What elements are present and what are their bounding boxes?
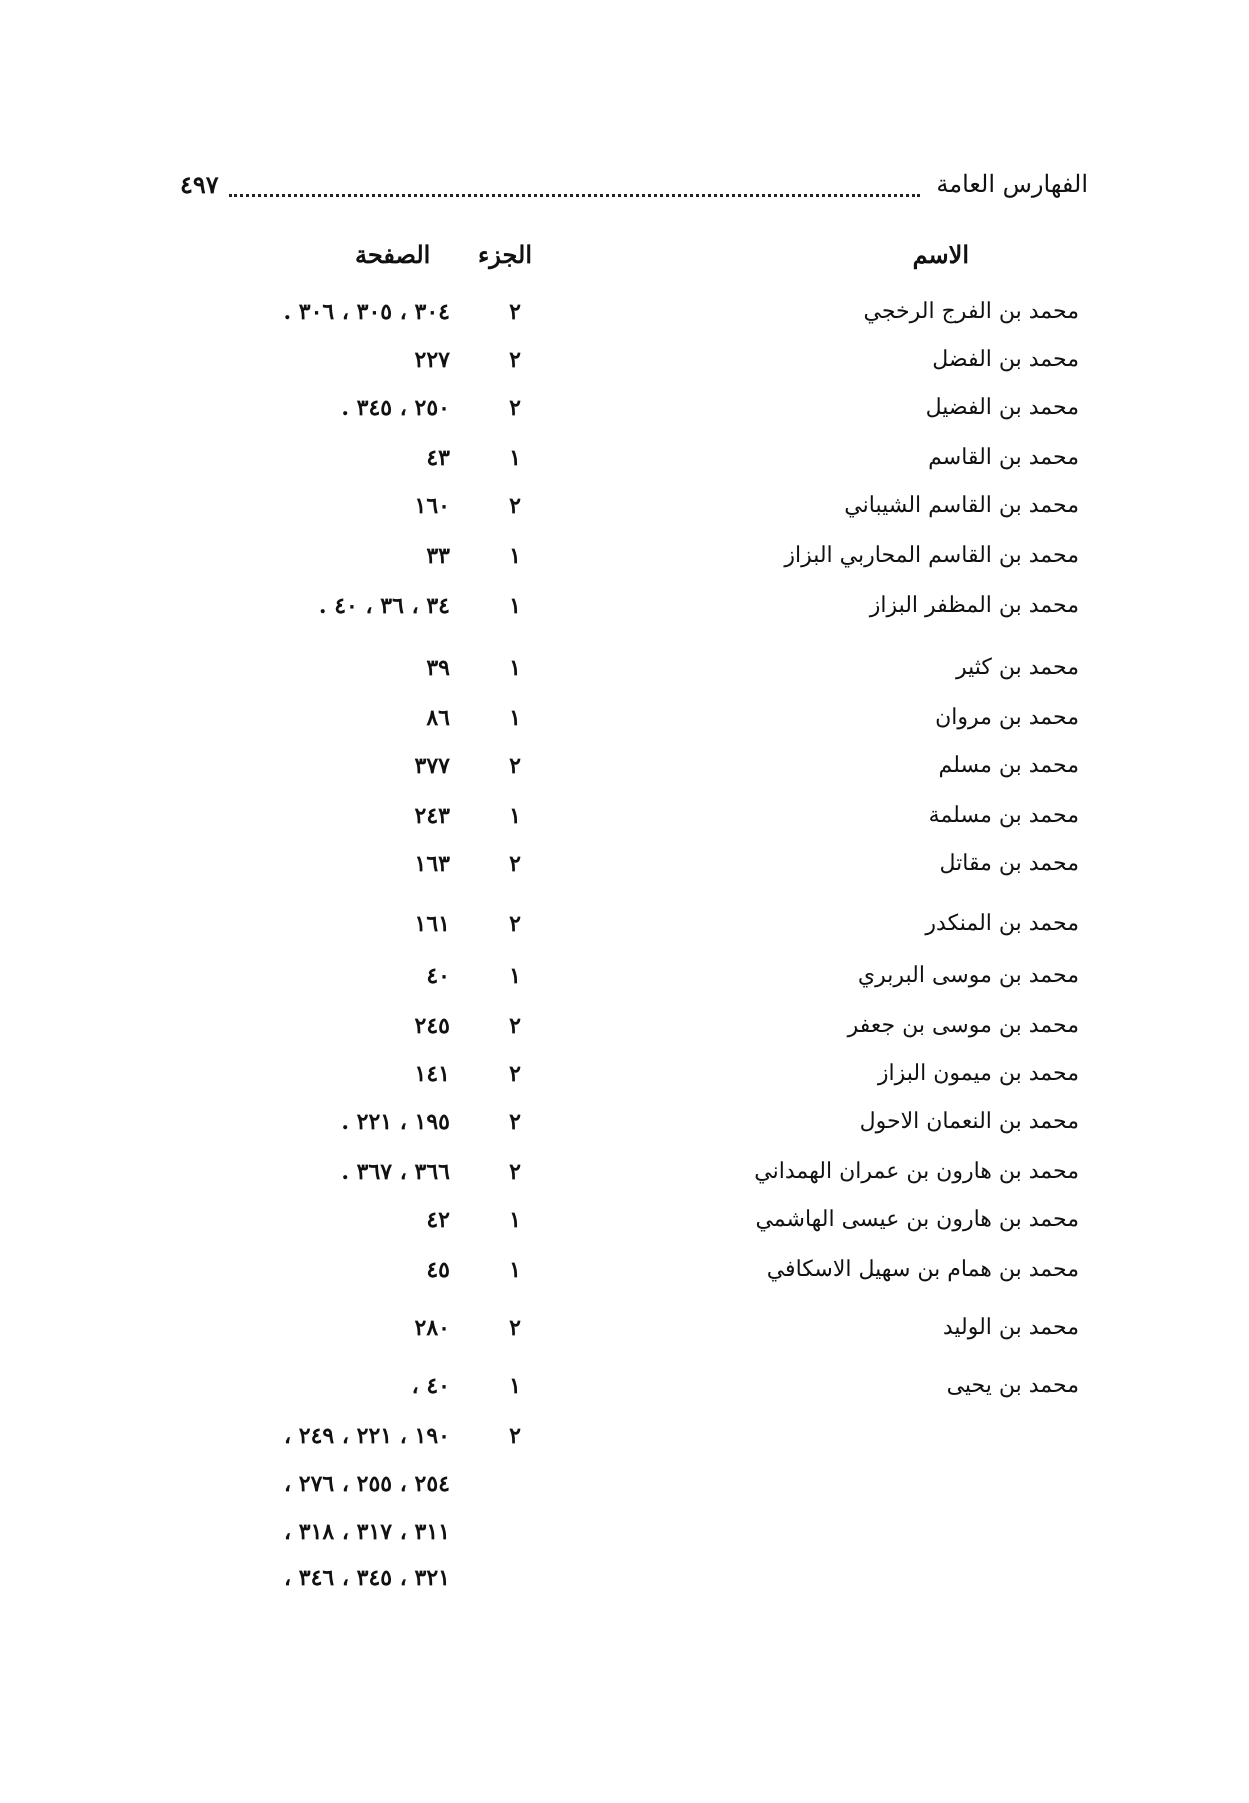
entry-pages: ٢٤٥ — [414, 1013, 450, 1039]
index-row — [0, 436, 1249, 480]
entry-pages: ٤٢ — [426, 1207, 450, 1233]
index-row — [0, 1248, 1249, 1292]
entry-part: ٢ — [509, 299, 521, 325]
entry-pages: ٤٠ ، — [411, 1373, 450, 1399]
entry-name: محمد بن مسلم — [938, 753, 1079, 778]
index-row — [0, 794, 1249, 838]
entry-pages: ٣٩ — [426, 655, 450, 681]
entry-part: ٢ — [509, 1159, 521, 1185]
entry-part: ١ — [509, 445, 521, 471]
entry-part: ١ — [509, 655, 521, 681]
entry-pages: ٤٠ — [426, 963, 450, 989]
entry-name: محمد بن القاسم المحاربي البزاز — [784, 543, 1079, 568]
entry-part: ١ — [509, 803, 521, 829]
entry-name: محمد بن الفضل — [932, 347, 1079, 372]
entry-name: محمد بن الفرج الرخجي — [863, 299, 1079, 324]
index-row — [0, 386, 1249, 430]
entry-pages: ٢٢٧ — [414, 347, 450, 373]
entry-part: ٢ — [509, 395, 521, 421]
entry-pages: ٣١١ ، ٣١٧ ، ٣١٨ ، — [284, 1519, 450, 1545]
column-header-name: الاسم — [912, 240, 969, 269]
entry-part: ١ — [509, 963, 521, 989]
entry-pages: ١٦٠ — [414, 493, 450, 519]
entry-pages: ٢٨٠ — [414, 1315, 450, 1341]
index-row — [0, 534, 1249, 578]
entry-pages: ٢٥٠ ، ٣٤٥ . — [341, 395, 450, 421]
index-row — [0, 696, 1249, 740]
entry-part: ١ — [509, 543, 521, 569]
entry-pages: ٤٥ — [426, 1257, 450, 1283]
entry-name: محمد بن مقاتل — [939, 851, 1079, 876]
entry-name: محمد بن ميمون البزاز — [877, 1061, 1079, 1086]
entry-name: محمد بن هارون بن عيسى الهاشمي — [755, 1207, 1079, 1232]
entry-name: محمد بن الوليد — [942, 1315, 1079, 1340]
entry-part: ١ — [509, 1373, 521, 1399]
entry-name: محمد بن مسلمة — [928, 803, 1079, 828]
entry-name: محمد بن كثير — [956, 655, 1079, 680]
entry-part: ٢ — [509, 753, 521, 779]
index-row — [0, 338, 1249, 382]
entry-pages: ٣٤ ، ٣٦ ، ٤٠ . — [318, 593, 450, 619]
entry-pages: ٣٣ — [426, 543, 450, 569]
entry-part: ٢ — [509, 1315, 521, 1341]
index-row — [0, 1414, 1249, 1458]
entry-pages: ٢٤٣ — [414, 803, 450, 829]
entry-name: محمد بن موسى البربري — [857, 963, 1079, 988]
entry-pages: ٤٣ — [426, 445, 450, 471]
entry-name: محمد بن يحيى — [946, 1373, 1079, 1398]
index-row — [0, 1004, 1249, 1048]
entry-part: ١ — [509, 1257, 521, 1283]
index-row — [0, 744, 1249, 788]
entry-part: ٢ — [509, 493, 521, 519]
index-row — [0, 584, 1249, 628]
index-row — [0, 1462, 1249, 1506]
entry-name: محمد بن همام بن سهيل الاسكافي — [766, 1257, 1079, 1282]
index-row — [0, 842, 1249, 886]
column-header-page: الصفحة — [355, 240, 431, 269]
entry-part: ٢ — [509, 911, 521, 937]
entry-pages: ١٦٣ — [414, 851, 450, 877]
index-row — [0, 1364, 1249, 1408]
entry-pages: ٢٥٤ ، ٢٥٥ ، ٢٧٦ ، — [284, 1471, 450, 1497]
entry-part: ١ — [509, 593, 521, 619]
index-row — [0, 1510, 1249, 1554]
entry-part: ٢ — [509, 851, 521, 877]
entry-pages: ٣٦٦ ، ٣٦٧ . — [341, 1159, 450, 1185]
entry-pages: ١٩٥ ، ٢٢١ . — [341, 1109, 450, 1135]
entry-pages: ٨٦ — [426, 705, 450, 731]
entry-part: ٢ — [509, 1423, 521, 1449]
entry-part: ٢ — [509, 1109, 521, 1135]
entry-part: ٢ — [509, 1061, 521, 1087]
entry-name: محمد بن هارون بن عمران الهمداني — [754, 1159, 1079, 1184]
index-row — [0, 1052, 1249, 1096]
entry-name: محمد بن المظفر البزاز — [869, 593, 1079, 618]
entry-pages: ٣٢١ ، ٣٤٥ ، ٣٤٦ ، — [284, 1565, 450, 1591]
column-header-part: الجزء — [478, 240, 532, 269]
index-row — [0, 484, 1249, 528]
index-row — [0, 954, 1249, 998]
index-row — [0, 290, 1249, 334]
entry-part: ٢ — [509, 1013, 521, 1039]
entry-pages: ١٩٠ ، ٢٢١ ، ٢٤٩ ، — [284, 1423, 450, 1449]
entry-pages: ١٤١ — [414, 1061, 450, 1087]
entry-name: محمد بن الفضيل — [925, 395, 1079, 420]
index-row — [0, 1556, 1249, 1600]
index-row — [0, 1150, 1249, 1194]
index-row — [0, 1100, 1249, 1144]
entry-part: ٢ — [509, 347, 521, 373]
entry-part: ١ — [509, 705, 521, 731]
entry-pages: ١٦١ — [414, 911, 450, 937]
page-number: ٤٩٧ — [180, 169, 219, 199]
entry-name: محمد بن القاسم — [928, 445, 1079, 470]
entry-name: محمد بن موسى بن جعفر — [847, 1013, 1079, 1038]
entry-name: محمد بن مروان — [935, 705, 1079, 730]
index-row — [0, 646, 1249, 690]
entry-pages: ٣٠٤ ، ٣٠٥ ، ٣٠٦ . — [283, 299, 450, 325]
index-row — [0, 902, 1249, 946]
running-header-title: الفهارس العامة — [936, 170, 1088, 198]
entry-name: محمد بن المنكدر — [925, 911, 1079, 936]
index-row — [0, 1306, 1249, 1350]
entry-name: محمد بن القاسم الشيباني — [844, 493, 1079, 518]
entry-pages: ٣٧٧ — [414, 753, 450, 779]
index-row — [0, 1198, 1249, 1242]
entry-part: ١ — [509, 1207, 521, 1233]
entry-name: محمد بن النعمان الاحول — [859, 1109, 1079, 1134]
